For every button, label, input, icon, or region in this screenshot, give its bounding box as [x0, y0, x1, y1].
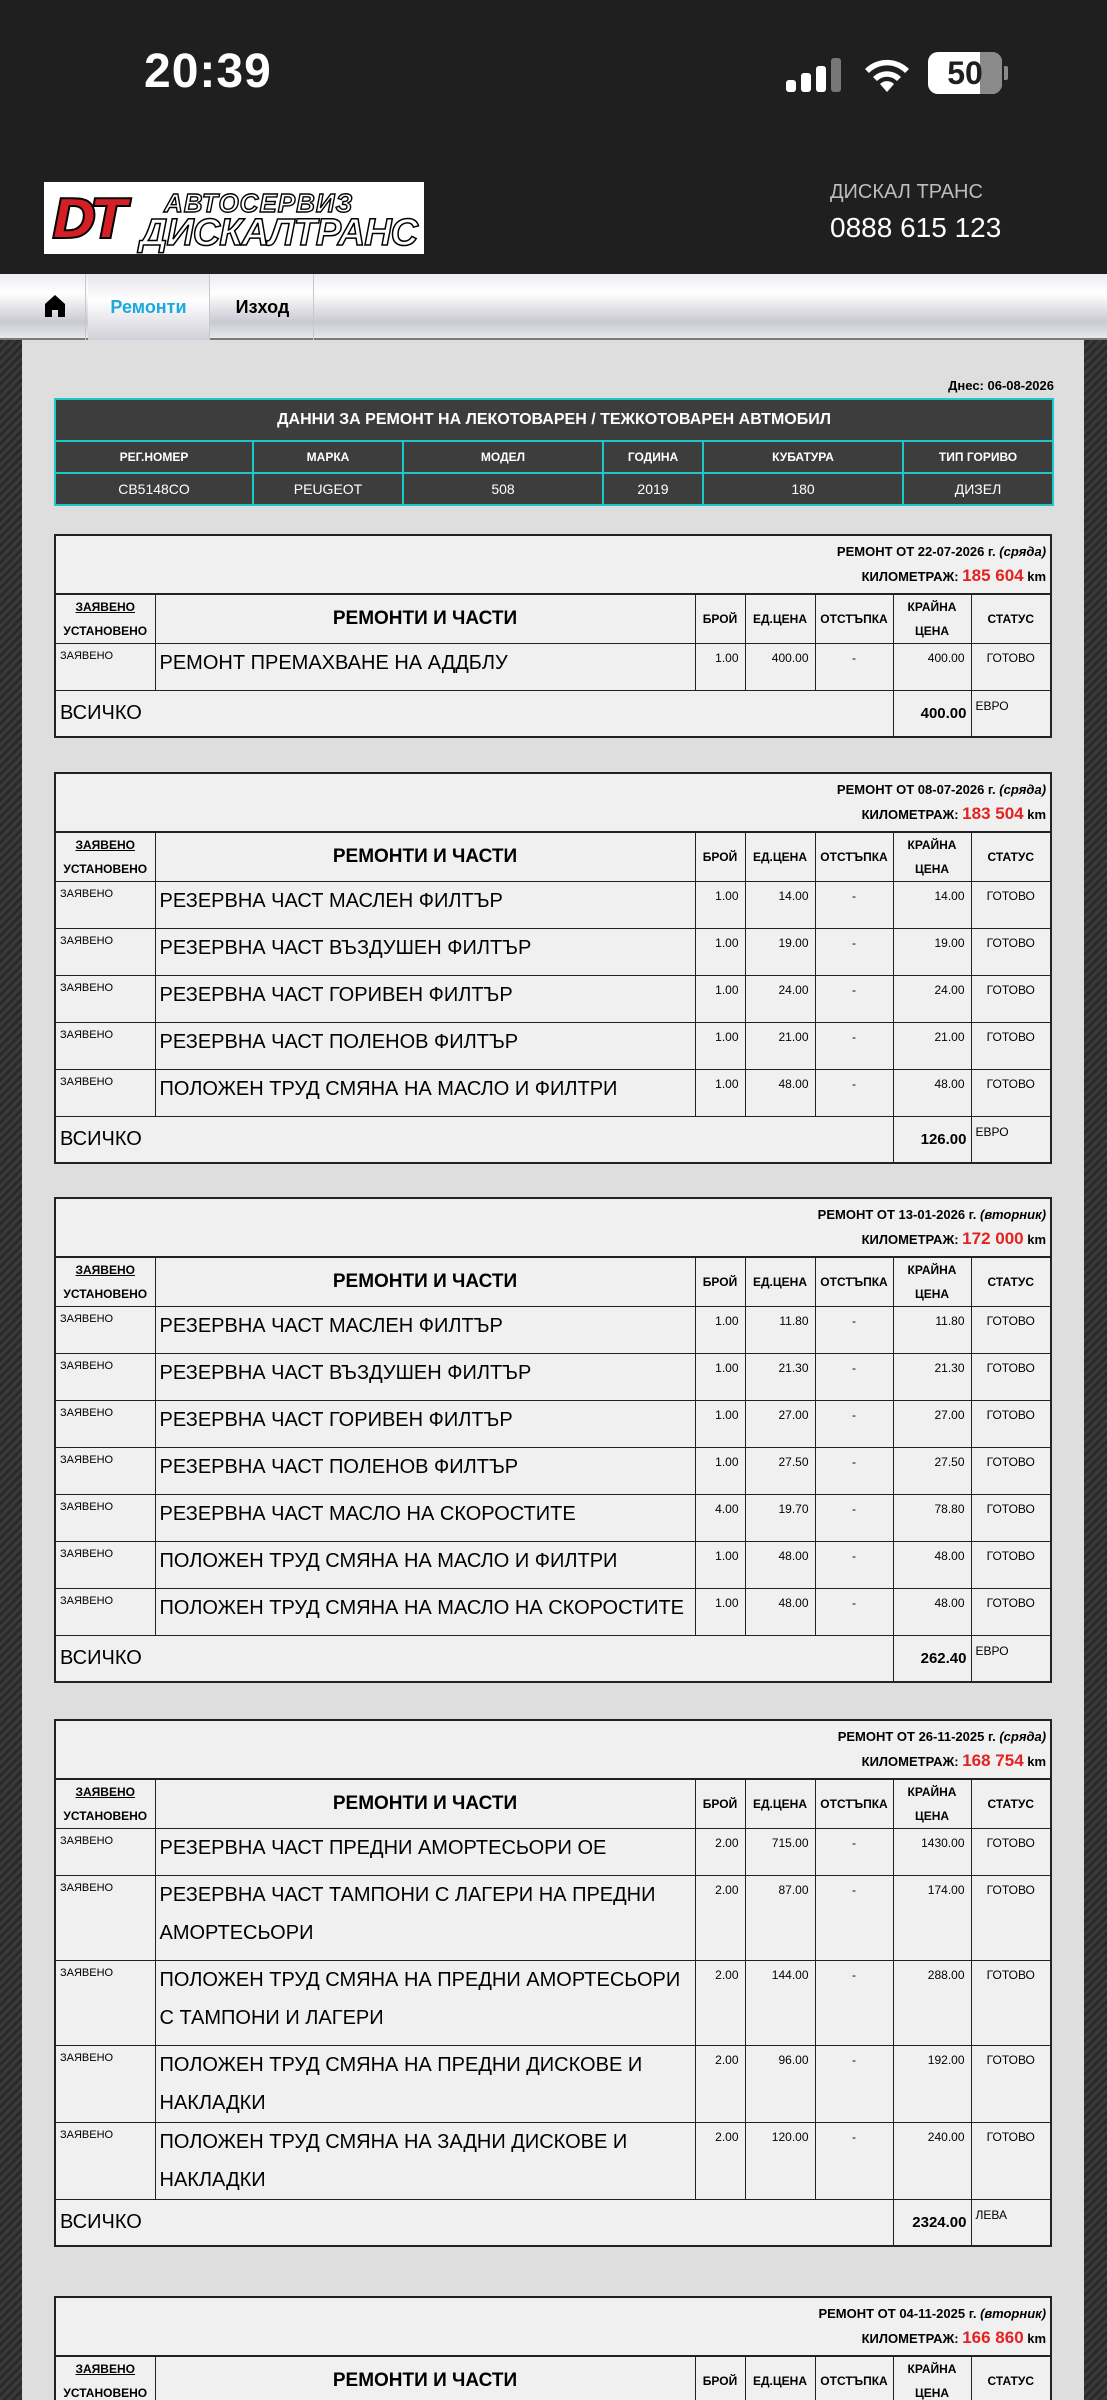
item-discount: -: [815, 882, 893, 929]
repair-day: (сряда): [999, 782, 1047, 797]
item-status: ГОТОВО: [971, 1401, 1051, 1448]
item-type: ЗАЯВЕНО: [55, 1023, 155, 1070]
item-status: ГОТОВО: [971, 929, 1051, 976]
repair-date: РЕМОНТ ОТ 22-07-2026 г.: [836, 544, 996, 559]
col-zav-ust: [55, 2356, 155, 2400]
item-discount: -: [815, 1829, 893, 1876]
col-zav: ЗАЯВЕНО: [75, 2362, 135, 2376]
col-ust: УСТАНОВЕНО: [63, 624, 148, 638]
item-status: ГОТОВО: [971, 1495, 1051, 1542]
mileage-label: КИЛОМЕТРАЖ:: [861, 1232, 959, 1247]
col-final: [893, 594, 971, 644]
item-price: 11.80: [745, 1307, 815, 1354]
item-final: 11.80: [893, 1307, 971, 1354]
col-name: РЕМОНТИ И ЧАСТИ: [155, 1779, 695, 1829]
col-discount: ОТСТЪПКА: [815, 2356, 893, 2400]
item-price: 27.00: [745, 1401, 815, 1448]
col-qty: БРОЙ: [695, 832, 745, 882]
mileage-value: 183 504: [962, 804, 1024, 823]
item-name: РЕЗЕРВНА ЧАСТ ГОРИВЕН ФИЛТЪР: [155, 976, 695, 1023]
mileage-label: КИЛОМЕТРАЖ:: [861, 807, 959, 822]
item-final: 288.00: [893, 1961, 971, 2046]
col-discount: ОТСТЪПКА: [815, 1779, 893, 1829]
item-discount: -: [815, 929, 893, 976]
item-price: 14.00: [745, 882, 815, 929]
item-type: ЗАЯВЕНО: [55, 1876, 155, 1961]
col-status: СТАТУС: [971, 832, 1051, 882]
total-value: 262.40: [893, 1636, 971, 1682]
item-status: ГОТОВО: [971, 1961, 1051, 2046]
vehicle-header-cell: КУБАТУРА: [703, 441, 903, 473]
item-status: ГОТОВО: [971, 2046, 1051, 2123]
repair-table: [54, 1197, 1052, 1683]
col-status: СТАТУС: [971, 2356, 1051, 2400]
item-qty: 1.00: [695, 1354, 745, 1401]
vehicle-header-cell: МОДЕЛ: [403, 441, 603, 473]
item-final: 48.00: [893, 1070, 971, 1117]
item-name: РЕЗЕРВНА ЧАСТ МАСЛО НА СКОРОСТИТЕ: [155, 1495, 695, 1542]
item-qty: 2.00: [695, 1961, 745, 2046]
repair-day: (сряда): [999, 1729, 1047, 1744]
item-status: ГОТОВО: [971, 882, 1051, 929]
logo-mark: DT: [52, 188, 122, 251]
table-row[interactable]: [55, 929, 1051, 976]
item-type: ЗАЯВЕНО: [55, 1495, 155, 1542]
table-row[interactable]: [55, 644, 1051, 691]
item-final: 24.00: [893, 976, 971, 1023]
repair-date: РЕМОНТ ОТ 13-01-2026 г.: [817, 1207, 977, 1222]
table-row[interactable]: [55, 1542, 1051, 1589]
mileage-unit: km: [1027, 1754, 1047, 1769]
item-qty: 1.00: [695, 1070, 745, 1117]
col-zav-ust: [55, 1779, 155, 1829]
col-ust: УСТАНОВЕНО: [63, 862, 148, 876]
item-qty: 1.00: [695, 929, 745, 976]
col-qty: БРОЙ: [695, 1257, 745, 1307]
vehicle-header-cell: ГОДИНА: [603, 441, 703, 473]
item-qty: 2.00: [695, 2123, 745, 2200]
mileage-value: 168 754: [962, 1751, 1024, 1770]
col-final-2: ЦЕНА: [914, 862, 950, 876]
item-type: ЗАЯВЕНО: [55, 1070, 155, 1117]
item-qty: 1.00: [695, 1401, 745, 1448]
col-final-2: ЦЕНА: [914, 1287, 950, 1301]
item-status: ГОТОВО: [971, 1307, 1051, 1354]
col-price: ЕД.ЦЕНА: [745, 594, 815, 644]
item-final: 27.00: [893, 1401, 971, 1448]
item-final: 19.00: [893, 929, 971, 976]
item-status: ГОТОВО: [971, 1448, 1051, 1495]
col-final-1: КРАЙНА: [907, 1263, 957, 1277]
item-qty: 2.00: [695, 2046, 745, 2123]
item-final: 48.00: [893, 1542, 971, 1589]
col-discount: ОТСТЪПКА: [815, 832, 893, 882]
item-discount: -: [815, 1401, 893, 1448]
item-qty: 1.00: [695, 1589, 745, 1636]
today-date: Днес: 06-08-2026: [948, 378, 1054, 393]
col-status: СТАТУС: [971, 1257, 1051, 1307]
col-zav-ust: [55, 594, 155, 644]
item-type: ЗАЯВЕНО: [55, 644, 155, 691]
item-qty: 1.00: [695, 882, 745, 929]
company-logo[interactable]: [44, 182, 424, 254]
company-name: ДИСКАЛ ТРАНС: [830, 181, 983, 203]
repair-day: (вторник): [980, 1207, 1047, 1222]
col-final: [893, 832, 971, 882]
col-zav: ЗАЯВЕНО: [75, 600, 135, 614]
item-price: 96.00: [745, 2046, 815, 2123]
item-status: ГОТОВО: [971, 1829, 1051, 1876]
table-row[interactable]: [55, 976, 1051, 1023]
mileage-unit: km: [1027, 2331, 1047, 2346]
col-ust: УСТАНОВЕНО: [63, 2386, 148, 2400]
item-price: 48.00: [745, 1070, 815, 1117]
col-ust: УСТАНОВЕНО: [63, 1809, 148, 1823]
col-final-2: ЦЕНА: [914, 624, 950, 638]
item-final: 48.00: [893, 1589, 971, 1636]
repair-date: РЕМОНТ ОТ 26-11-2025 г.: [837, 1729, 996, 1744]
item-discount: -: [815, 1023, 893, 1070]
item-name: ПОЛОЖЕН ТРУД СМЯНА НА МАСЛО И ФИЛТРИ: [155, 1070, 695, 1117]
item-final: 27.50: [893, 1448, 971, 1495]
nav-repairs[interactable]: Ремонти: [88, 274, 210, 340]
col-zav-ust: [55, 1257, 155, 1307]
col-price: ЕД.ЦЕНА: [745, 2356, 815, 2400]
item-status: ГОТОВО: [971, 1542, 1051, 1589]
item-name: ПОЛОЖЕН ТРУД СМЯНА НА МАСЛО НА СКОРОСТИТЕ: [155, 1589, 695, 1636]
col-final-1: КРАЙНА: [907, 600, 957, 614]
vehicle-table: [54, 398, 1054, 506]
repair-day: (сряда): [999, 544, 1047, 559]
table-row[interactable]: [55, 1448, 1051, 1495]
vehicle-title: ДАННИ ЗА РЕМОНТ НА ЛЕКОТОВАРЕН / ТЕЖКОТОВАРЕН АВТМОБИЛ: [55, 399, 1053, 441]
item-type: ЗАЯВЕНО: [55, 1401, 155, 1448]
table-row[interactable]: [55, 2046, 1051, 2123]
repair-table: [54, 534, 1052, 738]
mileage-unit: km: [1027, 569, 1047, 584]
item-name: РЕЗЕРВНА ЧАСТ ПОЛЕНОВ ФИЛТЪР: [155, 1448, 695, 1495]
item-discount: -: [815, 2046, 893, 2123]
mileage-value: 172 000: [962, 1229, 1024, 1248]
item-name: РЕЗЕРВНА ЧАСТ ГОРИВЕН ФИЛТЪР: [155, 1401, 695, 1448]
col-name: РЕМОНТИ И ЧАСТИ: [155, 1257, 695, 1307]
item-price: 21.00: [745, 1023, 815, 1070]
item-price: 48.00: [745, 1589, 815, 1636]
item-discount: -: [815, 1070, 893, 1117]
item-final: 21.00: [893, 1023, 971, 1070]
item-name: ПОЛОЖЕН ТРУД СМЯНА НА МАСЛО И ФИЛТРИ: [155, 1542, 695, 1589]
table-row[interactable]: [55, 1589, 1051, 1636]
main-content: [22, 340, 1084, 2400]
col-qty: БРОЙ: [695, 594, 745, 644]
item-qty: 4.00: [695, 1495, 745, 1542]
total-value: 2324.00: [893, 2200, 971, 2246]
repair-header: [55, 773, 1051, 832]
item-qty: 1.00: [695, 1023, 745, 1070]
item-price: 400.00: [745, 644, 815, 691]
item-type: ЗАЯВЕНО: [55, 2046, 155, 2123]
item-price: 87.00: [745, 1876, 815, 1961]
item-final: 78.80: [893, 1495, 971, 1542]
item-qty: 1.00: [695, 1307, 745, 1354]
vehicle-value-cell: 180: [703, 473, 903, 505]
vehicle-header-cell: МАРКА: [253, 441, 403, 473]
item-final: 1430.00: [893, 1829, 971, 1876]
repair-day: (вторник): [980, 2306, 1047, 2321]
item-name: РЕЗЕРВНА ЧАСТ ВЪЗДУШЕН ФИЛТЪР: [155, 929, 695, 976]
item-type: ЗАЯВЕНО: [55, 929, 155, 976]
item-final: 174.00: [893, 1876, 971, 1961]
cellular-signal-icon: [786, 58, 842, 92]
item-final: 192.00: [893, 2046, 971, 2123]
item-status: ГОТОВО: [971, 2123, 1051, 2200]
total-value: 126.00: [893, 1117, 971, 1163]
nav-home[interactable]: [22, 274, 86, 340]
col-status: СТАТУС: [971, 1779, 1051, 1829]
item-price: 21.30: [745, 1354, 815, 1401]
col-ust: УСТАНОВЕНО: [63, 1287, 148, 1301]
item-status: ГОТОВО: [971, 976, 1051, 1023]
item-status: ГОТОВО: [971, 644, 1051, 691]
col-name: РЕМОНТИ И ЧАСТИ: [155, 2356, 695, 2400]
item-type: ЗАЯВЕНО: [55, 1961, 155, 2046]
total-label: ВСИЧКО: [55, 1636, 893, 1682]
item-discount: -: [815, 1961, 893, 2046]
repair-table: [54, 772, 1052, 1164]
item-final: 400.00: [893, 644, 971, 691]
table-row[interactable]: [55, 1401, 1051, 1448]
item-type: ЗАЯВЕНО: [55, 1829, 155, 1876]
col-qty: БРОЙ: [695, 1779, 745, 1829]
item-name: РЕМОНТ ПРЕМАХВАНЕ НА АДДБЛУ: [155, 644, 695, 691]
col-final: [893, 2356, 971, 2400]
item-price: 715.00: [745, 1829, 815, 1876]
item-type: ЗАЯВЕНО: [55, 1307, 155, 1354]
item-type: ЗАЯВЕНО: [55, 882, 155, 929]
item-name: РЕЗЕРВНА ЧАСТ МАСЛЕН ФИЛТЪР: [155, 882, 695, 929]
table-row[interactable]: [55, 1961, 1051, 2046]
mileage-value: 166 860: [962, 2328, 1024, 2347]
item-qty: 1.00: [695, 1542, 745, 1589]
table-row[interactable]: [55, 1829, 1051, 1876]
item-status: ГОТОВО: [971, 1876, 1051, 1961]
repair-header: [55, 1198, 1051, 1257]
mileage-unit: km: [1027, 807, 1047, 822]
col-price: ЕД.ЦЕНА: [745, 832, 815, 882]
main-nav: [0, 274, 1107, 340]
logo-top-text: АВТОСЕРВИЗ: [164, 188, 354, 218]
item-name: РЕЗЕРВНА ЧАСТ ТАМПОНИ С ЛАГЕРИ НА ПРЕДНИ АМОРТЕСЬОРИ: [155, 1876, 695, 1961]
total-label: ВСИЧКО: [55, 2200, 893, 2246]
item-price: 120.00: [745, 2123, 815, 2200]
item-discount: -: [815, 1354, 893, 1401]
item-discount: -: [815, 1589, 893, 1636]
item-price: 27.50: [745, 1448, 815, 1495]
item-name: РЕЗЕРВНА ЧАСТ ПОЛЕНОВ ФИЛТЪР: [155, 1023, 695, 1070]
item-name: РЕЗЕРВНА ЧАСТ ВЪЗДУШЕН ФИЛТЪР: [155, 1354, 695, 1401]
item-discount: -: [815, 1448, 893, 1495]
mileage-label: КИЛОМЕТРАЖ:: [861, 2331, 959, 2346]
table-row[interactable]: [55, 882, 1051, 929]
home-icon: [44, 294, 66, 318]
vehicle-value-cell: CB5148CO: [55, 473, 253, 505]
item-qty: 2.00: [695, 1876, 745, 1961]
total-currency: ЕВРО: [971, 691, 1051, 737]
table-row[interactable]: [55, 1354, 1051, 1401]
vehicle-header-cell: ТИП ГОРИВО: [903, 441, 1053, 473]
item-type: ЗАЯВЕНО: [55, 1589, 155, 1636]
vehicle-value-cell: 2019: [603, 473, 703, 505]
item-qty: 2.00: [695, 1829, 745, 1876]
item-discount: -: [815, 1307, 893, 1354]
col-final-2: ЦЕНА: [914, 1809, 950, 1823]
company-phone[interactable]: 0888 615 123: [830, 212, 1002, 243]
wifi-icon: [862, 54, 912, 94]
col-final: [893, 1257, 971, 1307]
item-discount: -: [815, 1495, 893, 1542]
item-type: ЗАЯВЕНО: [55, 976, 155, 1023]
item-discount: -: [815, 1876, 893, 1961]
mileage-value: 185 604: [962, 566, 1024, 585]
total-currency: ЕВРО: [971, 1636, 1051, 1682]
col-zav: ЗАЯВЕНО: [75, 1785, 135, 1799]
col-price: ЕД.ЦЕНА: [745, 1257, 815, 1307]
item-name: ПОЛОЖЕН ТРУД СМЯНА НА ЗАДНИ ДИСКОВЕ И НАКЛАДКИ: [155, 2123, 695, 2200]
item-final: 14.00: [893, 882, 971, 929]
logo-bottom-text: ДИСКАЛТРАНС: [140, 212, 418, 254]
item-final: 21.30: [893, 1354, 971, 1401]
col-qty: БРОЙ: [695, 2356, 745, 2400]
item-qty: 1.00: [695, 976, 745, 1023]
col-final-1: КРАЙНА: [907, 1785, 957, 1799]
item-price: 19.00: [745, 929, 815, 976]
col-final-1: КРАЙНА: [907, 2362, 957, 2376]
repair-header: [55, 1720, 1051, 1779]
col-discount: ОТСТЪПКА: [815, 1257, 893, 1307]
col-final-2: ЦЕНА: [914, 2386, 950, 2400]
item-name: РЕЗЕРВНА ЧАСТ МАСЛЕН ФИЛТЪР: [155, 1307, 695, 1354]
vehicle-header-cell: РЕГ.НОМЕР: [55, 441, 253, 473]
vehicle-value-cell: 508: [403, 473, 603, 505]
item-discount: -: [815, 644, 893, 691]
item-discount: -: [815, 1542, 893, 1589]
mileage-label: КИЛОМЕТРАЖ:: [861, 1754, 959, 1769]
item-name: РЕЗЕРВНА ЧАСТ ПРЕДНИ АМОРТЕСЬОРИ ОЕ: [155, 1829, 695, 1876]
col-zav: ЗАЯВЕНО: [75, 838, 135, 852]
col-price: ЕД.ЦЕНА: [745, 1779, 815, 1829]
repair-header: [55, 535, 1051, 594]
mileage-label: КИЛОМЕТРАЖ:: [861, 569, 959, 584]
item-price: 144.00: [745, 1961, 815, 2046]
item-discount: -: [815, 976, 893, 1023]
table-row[interactable]: [55, 1876, 1051, 1961]
nav-exit[interactable]: Изход: [212, 274, 314, 340]
item-status: ГОТОВО: [971, 1023, 1051, 1070]
col-status: СТАТУС: [971, 594, 1051, 644]
item-name: ПОЛОЖЕН ТРУД СМЯНА НА ПРЕДНИ АМОРТЕСЬОРИ С ТАМПОНИ И ЛАГЕРИ: [155, 1961, 695, 2046]
repair-table: [54, 2296, 1052, 2400]
total-value: 400.00: [893, 691, 971, 737]
vehicle-value-cell: ДИЗЕЛ: [903, 473, 1053, 505]
total-currency: ЕВРО: [971, 1117, 1051, 1163]
table-row[interactable]: [55, 1023, 1051, 1070]
item-type: ЗАЯВЕНО: [55, 1448, 155, 1495]
battery-level: 50: [947, 55, 983, 91]
table-row[interactable]: [55, 1070, 1051, 1117]
total-label: ВСИЧКО: [55, 691, 893, 737]
item-type: ЗАЯВЕНО: [55, 2123, 155, 2200]
vehicle-value-cell: PEUGEOT: [253, 473, 403, 505]
status-time: 20:39: [144, 45, 272, 98]
item-status: ГОТОВО: [971, 1354, 1051, 1401]
item-price: 24.00: [745, 976, 815, 1023]
col-zav: ЗАЯВЕНО: [75, 1263, 135, 1277]
item-status: ГОТОВО: [971, 1070, 1051, 1117]
col-discount: ОТСТЪПКА: [815, 594, 893, 644]
col-final-1: КРАЙНА: [907, 838, 957, 852]
repair-header: [55, 2297, 1051, 2356]
item-final: 240.00: [893, 2123, 971, 2200]
table-row[interactable]: [55, 1307, 1051, 1354]
mileage-unit: km: [1027, 1232, 1047, 1247]
item-type: ЗАЯВЕНО: [55, 1354, 155, 1401]
item-type: ЗАЯВЕНО: [55, 1542, 155, 1589]
item-price: 19.70: [745, 1495, 815, 1542]
item-qty: 1.00: [695, 644, 745, 691]
col-name: РЕМОНТИ И ЧАСТИ: [155, 594, 695, 644]
item-price: 48.00: [745, 1542, 815, 1589]
table-row[interactable]: [55, 1495, 1051, 1542]
status-bar: [0, 0, 1107, 160]
item-qty: 1.00: [695, 1448, 745, 1495]
col-final: [893, 1779, 971, 1829]
col-zav-ust: [55, 832, 155, 882]
item-status: ГОТОВО: [971, 1589, 1051, 1636]
repair-date: РЕМОНТ ОТ 04-11-2025 г.: [818, 2306, 977, 2321]
item-name: ПОЛОЖЕН ТРУД СМЯНА НА ПРЕДНИ ДИСКОВЕ И НАКЛАДКИ: [155, 2046, 695, 2123]
battery-icon: [928, 52, 1002, 94]
table-row[interactable]: [55, 2123, 1051, 2200]
item-discount: -: [815, 2123, 893, 2200]
col-name: РЕМОНТИ И ЧАСТИ: [155, 832, 695, 882]
total-label: ВСИЧКО: [55, 1117, 893, 1163]
total-currency: ЛЕВА: [971, 2200, 1051, 2246]
repair-table: [54, 1719, 1052, 2247]
repair-date: РЕМОНТ ОТ 08-07-2026 г.: [836, 782, 996, 797]
